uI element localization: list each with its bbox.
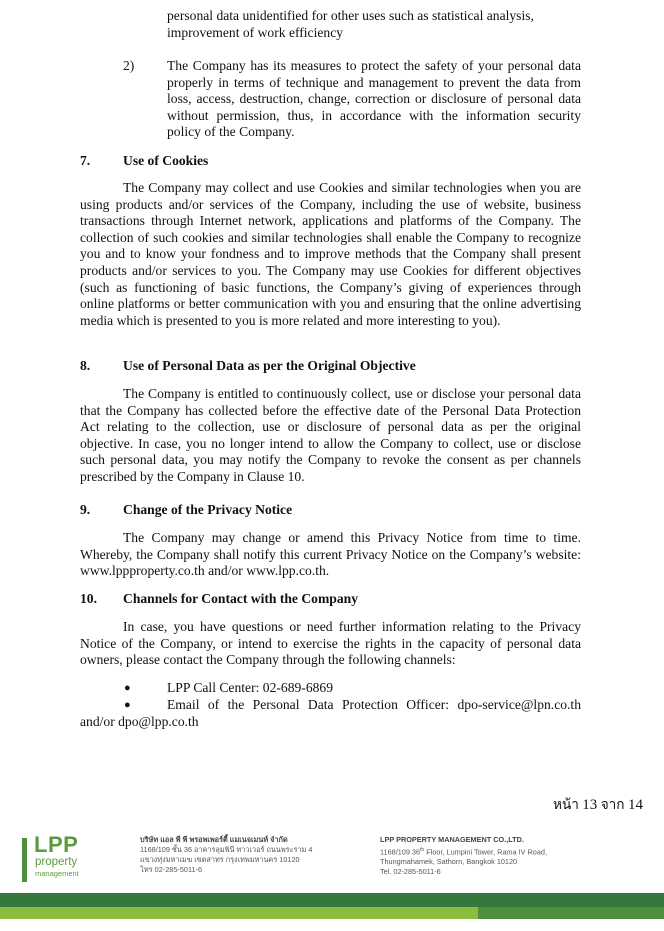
english-address-line-1: 1168/109 36th Floor, Lumpini Tower, Rama IV Road, — [380, 847, 547, 857]
section-number: 10. — [80, 591, 97, 606]
section-body: In case, you have questions or need further information relating to the Privacy Notice of the Company, or intend to exercise the rights in the capacity of personal data owners, please contact the Company through the following channels: — [80, 619, 581, 668]
thai-company-name: บริษัท แอล พี พี พรอพเพอร์ตี้ แมเนจเมนท์ จำกัด — [140, 835, 288, 844]
section-title: Change of the Privacy Notice — [123, 502, 293, 517]
english-address-line-2: Thungmahamek, Sathorn, Bangkok 10120 — [380, 857, 518, 867]
section-number: 7. — [80, 153, 91, 168]
bullet-icon: ● — [124, 682, 131, 694]
footer-band-light — [0, 907, 478, 919]
english-phone: Tel. 02-285-5011-6 — [380, 867, 441, 877]
item-number: 2) — [123, 58, 135, 73]
logo-subtitle: property — [35, 856, 78, 868]
company-logo: LPP — [34, 832, 79, 857]
item-text: The Company has its measures to protect the safety of your personal data properly in terms of technique and management to prevent the data from loss, access, destruction, change, correction or disclosure of personal data without permission, thus, in accordance with the information security policy of the Company. — [167, 58, 581, 140]
email-text: Email of the Personal Data Protection Officer: dpo-service@lpn.co.th — [167, 697, 581, 712]
footer-band-accent — [478, 907, 664, 919]
call-center-text: LPP Call Center: 02-689-6869 — [167, 680, 334, 695]
logo-tagline: management — [35, 869, 79, 878]
section-number: 9. — [80, 502, 91, 517]
section-title: Use of Personal Data as per the Original Objective — [123, 358, 416, 373]
thai-address-line-1: 1168/109 ชั้น 36 อาคารลุมพินี ทาวเวอร์ ถนนพระราม 4 — [140, 845, 313, 854]
thai-address-block — [140, 835, 312, 875]
thai-phone: โทร 02-285-5011-6 — [140, 865, 203, 874]
logo-bar — [22, 838, 27, 882]
email-text-continued: and/or dpo@lpp.co.th — [80, 714, 199, 729]
section-body: The Company is entitled to continuously collect, use or disclose your personal data that the Company has collected before the effective date of the Personal Data Protection Act relating to the collection, use or disclosure of personal data as per the original objective. In case, you no longer intend to allow the Company to collect, use or disclose such personal data, you may notify the Company to revoke the consent as per channels prescribed by the Company in Clause 10. — [80, 386, 581, 484]
section-number: 8. — [80, 358, 91, 373]
english-address-block — [380, 835, 547, 877]
page-number — [553, 793, 643, 815]
bullet-icon: ● — [124, 699, 131, 711]
section-title: Use of Cookies — [123, 153, 209, 168]
section-body: The Company may collect and use Cookies and similar technologies when you are using products and/or services of the Company, including the use of website, business transactions through Internet network, applications and platforms of the Company. The collection of such cookies and similar technologies shall enable the Company to recognize you and to know your fondness and to improve methods that the Company shall present products and/or services to you. The Company may use Cookies for different objectives (such as functioning of basic functions, the Company’s giving of experiences through online platforms or better communication with you and ensuring that the online advertising media which is presented to you is more related and more interesting to you). — [80, 180, 581, 328]
continuation-line-1: personal data unidentified for other uses such as statistical analysis, — [167, 8, 534, 23]
footer-band-dark — [0, 893, 664, 907]
letterhead-footer — [0, 830, 664, 890]
total-pages: 14 — [627, 797, 643, 813]
section-body: The Company may change or amend this Privacy Notice from time to time. Whereby, the Company shall notify this current Privacy Notice on the Company’s website: www.lppproperty.co.th and/or www.lpp.co.th. — [80, 530, 581, 579]
page-label: หน้า — [553, 797, 579, 812]
current-page: 13 — [582, 797, 598, 813]
continuation-line-2: improvement of work efficiency — [167, 25, 344, 40]
page-of-label: จาก — [600, 797, 625, 812]
section-title: Channels for Contact with the Company — [123, 591, 359, 606]
thai-address-line-2: แขวงทุ่งมหาเมฆ เขตสาทร กรุงเทพมหานคร 10120 — [140, 855, 300, 864]
english-company-name: LPP PROPERTY MANAGEMENT CO.,LTD. — [380, 835, 524, 844]
